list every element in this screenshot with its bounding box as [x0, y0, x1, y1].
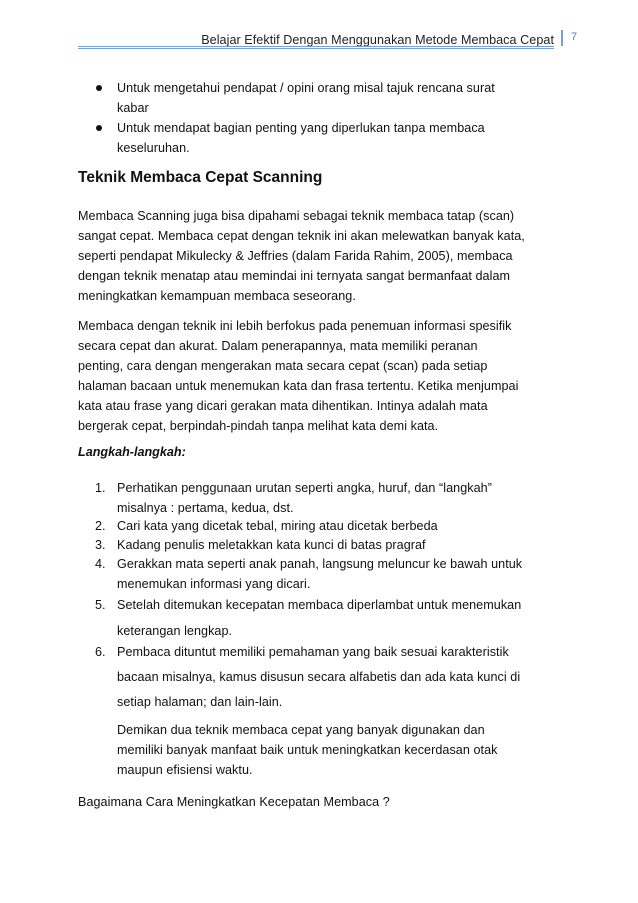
step-number: 3.	[95, 538, 106, 552]
step-line: menemukan informasi yang dicari.	[117, 577, 311, 591]
step-item	[78, 640, 520, 715]
step-number: 2.	[95, 519, 106, 533]
bullet-item	[78, 78, 495, 118]
bullet-dot-icon	[96, 85, 102, 91]
step-line: Perhatikan penggunaan urutan seperti angka, huruf, dan “langkah”	[117, 481, 492, 495]
bullet-line: Untuk mendapat bagian penting yang diperlukan tanpa membaca	[117, 121, 485, 135]
page-header	[0, 30, 638, 50]
bullet-dot-icon	[96, 125, 102, 131]
closing-paragraph	[117, 720, 497, 780]
header-title: Belajar Efektif Dengan Menggunakan Metode Membaca Cepat	[201, 33, 554, 47]
closing-line: memiliki banyak manfaat baik untuk meningkatkan kecerdasan otak	[117, 743, 498, 757]
step-line: misalnya : pertama, kedua, dst.	[117, 501, 294, 515]
step-item	[78, 478, 492, 518]
steps-heading: Langkah-langkah:	[78, 445, 186, 459]
step-number: 1.	[95, 481, 106, 495]
paragraph-line: kata atau frase yang dicari gerakan mata dihentikan. Intinya adalah mata	[78, 399, 488, 413]
paragraph-line: dengan teknik menatap atau memindai ini ternyata sangat bermanfaat dalam	[78, 269, 511, 283]
step-number: 5.	[95, 598, 106, 612]
closing-line: Demikan dua teknik membaca cepat yang banyak digunakan dan	[117, 723, 485, 737]
step-line: Kadang penulis meletakkan kata kunci di batas pragraf	[117, 538, 426, 552]
step-line: keterangan lengkap.	[117, 624, 233, 638]
step-item	[78, 516, 438, 536]
paragraph-line: penting, cara dengan mengerakan mata secara cepat (scan) pada setiap	[78, 359, 488, 373]
step-item	[78, 592, 521, 644]
question-line: Bagaimana Cara Meningkatkan Kecepatan Membaca ?	[78, 795, 390, 809]
paragraph-2	[78, 316, 518, 436]
page-number: 7	[561, 30, 581, 46]
section-heading: Teknik Membaca Cepat Scanning	[78, 169, 323, 186]
bullet-line: Untuk mengetahui pendapat / opini orang misal tajuk rencana surat	[117, 81, 495, 95]
bullet-line: keseluruhan.	[117, 141, 190, 155]
closing-line: maupun efisiensi waktu.	[117, 763, 253, 777]
bullet-line: kabar	[117, 101, 149, 115]
bullet-list	[78, 78, 495, 158]
paragraph-1	[78, 206, 525, 306]
step-item	[78, 554, 522, 594]
step-line: Cari kata yang dicetak tebal, miring atau dicetak berbeda	[117, 519, 438, 533]
paragraph-line: Membaca Scanning juga bisa dipahami sebagai teknik membaca tatap (scan)	[78, 209, 515, 223]
step-line: Setelah ditemukan kecepatan membaca diperlambat untuk menemukan	[117, 598, 522, 612]
step-line: Pembaca dituntut memiliki pemahaman yang baik sesuai karakteristik	[117, 645, 509, 659]
bullet-item	[78, 118, 495, 158]
paragraph-line: seperti pendapat Mikulecky & Jeffries (dalam Farida Rahim, 2005), membaca	[78, 249, 513, 263]
step-line: bacaan misalnya, kamus disusun secara alfabetis dan ada kata kunci di	[117, 670, 521, 684]
paragraph-line: Membaca dengan teknik ini lebih berfokus pada penemuan informasi spesifik	[78, 319, 512, 333]
step-item	[78, 535, 426, 555]
paragraph-line: meningkatkan kemampuan membaca seseorang.	[78, 289, 356, 303]
step-line: setiap halaman; dan lain-lain.	[117, 695, 283, 709]
step-number: 6.	[95, 645, 106, 659]
paragraph-line: sangat cepat. Membaca cepat dengan teknik ini akan melewatkan banyak kata,	[78, 229, 525, 243]
step-number: 4.	[95, 557, 106, 571]
paragraph-line: secara cepat dan akurat. Dalam penerapannya, mata memiliki peranan	[78, 339, 478, 353]
paragraph-line: halaman bacaan untuk menemukan kata dan frasa tertentu. Ketika menjumpai	[78, 379, 519, 393]
step-line: Gerakkan mata seperti anak panah, langsung meluncur ke bawah untuk	[117, 557, 523, 571]
paragraph-line: bergerak cepat, berpindah-pindah tanpa melihat kata demi kata.	[78, 419, 439, 433]
